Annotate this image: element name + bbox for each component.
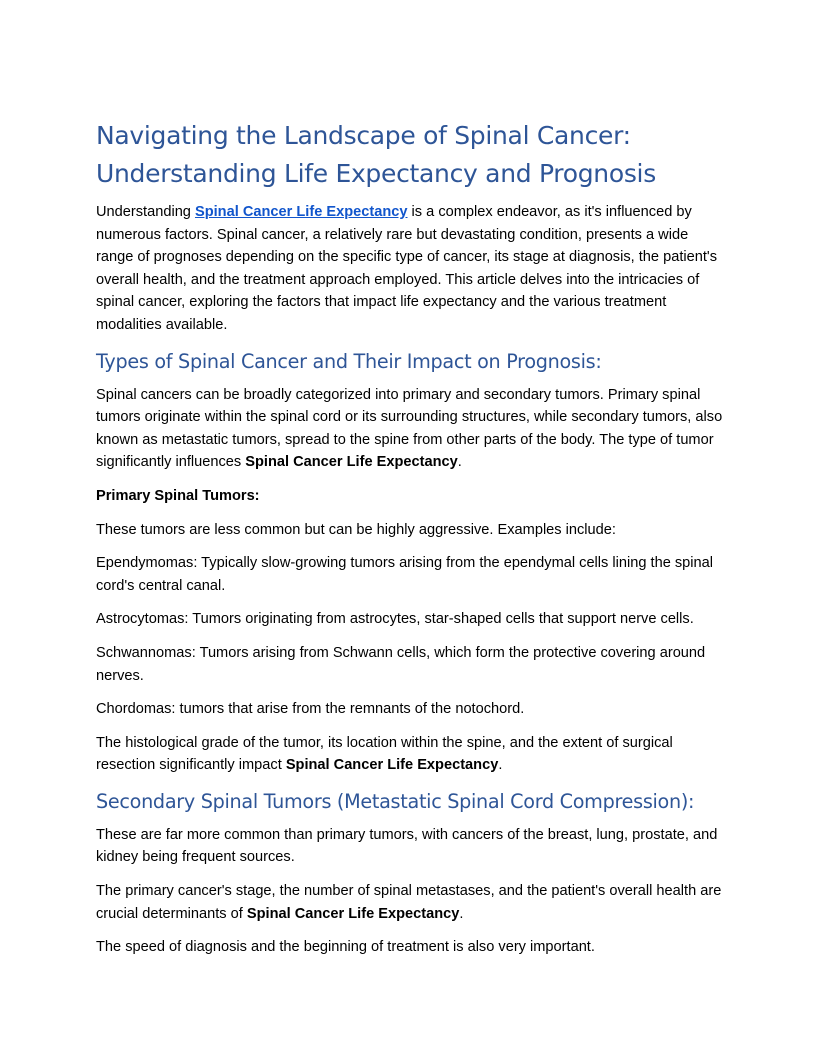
secondary-paragraph-2	[96, 880, 726, 925]
primary-item-astrocytomas: Astrocytomas: Tumors originating from astrocytes, star-shaped cells that support nerve cells.	[96, 611, 694, 628]
document-page	[96, 117, 726, 970]
primary-tumors-heading-text: Primary Spinal Tumors:	[96, 487, 260, 504]
page-title: Navigating the Landscape of Spinal Cancer: Understanding Life Expectancy and Prognosis	[96, 121, 656, 188]
secondary-paragraph-2-text: The primary cancer's stage, the number of spinal metastases, and the patient's overall health are crucial determinants of	[96, 883, 722, 922]
secondary-section-heading: Secondary Spinal Tumors (Metastatic Spinal Cord Compression):	[96, 789, 695, 813]
spinal-cancer-life-expectancy-link[interactable]: Spinal Cancer Life Expectancy	[194, 204, 408, 220]
primary-item-schwannomas: Schwannomas: Tumors arising from Schwann cells, which form the protective covering around nerves.	[96, 644, 706, 684]
secondary-paragraph-3: The speed of diagnosis and the beginning of treatment is also very important.	[96, 939, 595, 956]
primary-item-chordomas: Chordomas: tumors that arise from the remnants of the notochord.	[96, 701, 525, 718]
grade-paragraph-text: The histological grade of the tumor, its location within the spine, and the extent of surgical resection significantly impact	[96, 734, 673, 774]
intro-text-start: Understanding	[96, 204, 195, 220]
intro-paragraph	[96, 201, 726, 337]
types-paragraph-bold: Spinal Cancer Life Expectancy	[245, 454, 458, 471]
grade-paragraph	[96, 732, 726, 777]
types-paragraph	[96, 384, 726, 474]
primary-tumors-heading	[96, 485, 726, 508]
grade-paragraph-bold: Spinal Cancer Life Expectancy	[285, 757, 499, 774]
secondary-paragraph-2-end: .	[459, 905, 464, 922]
primary-intro-paragraph: These tumors are less common but can be highly aggressive. Examples include:	[96, 521, 616, 538]
grade-paragraph-end: .	[498, 757, 503, 774]
types-section-heading: Types of Spinal Cancer and Their Impact on Prognosis:	[96, 349, 602, 373]
intro-text-rest: is a complex endeavor, as it's influenced by numerous factors. Spinal cancer, a relatively rare but devastating condition, presents a wide range of prognoses depending on the specific type of cancer, its stage at diagnosis, the patient's overall health, and the treatment approach employed. This article delves into the intricacies of spinal cancer, exploring the factors that impact life expectancy and the various treatment modalities available.	[96, 204, 717, 333]
secondary-paragraph-2-bold: Spinal Cancer Life Expectancy	[246, 905, 460, 922]
secondary-paragraph-1: These are far more common than primary tumors, with cancers of the breast, lung, prostate, and kidney being frequent sources.	[96, 826, 718, 866]
primary-item-ependymomas: Ependymomas: Typically slow-growing tumors arising from the ependymal cells lining the spinal cord's central canal.	[96, 555, 713, 594]
types-paragraph-end: .	[457, 454, 462, 471]
types-paragraph-text: Spinal cancers can be broadly categorized into primary and secondary tumors. Primary spinal tumors originate within the spinal cord or its surrounding structures, while secondary tumors, also known as metastatic tumors, spread to the spine from other parts of the body. The type of tumor significantly influences	[96, 386, 723, 471]
